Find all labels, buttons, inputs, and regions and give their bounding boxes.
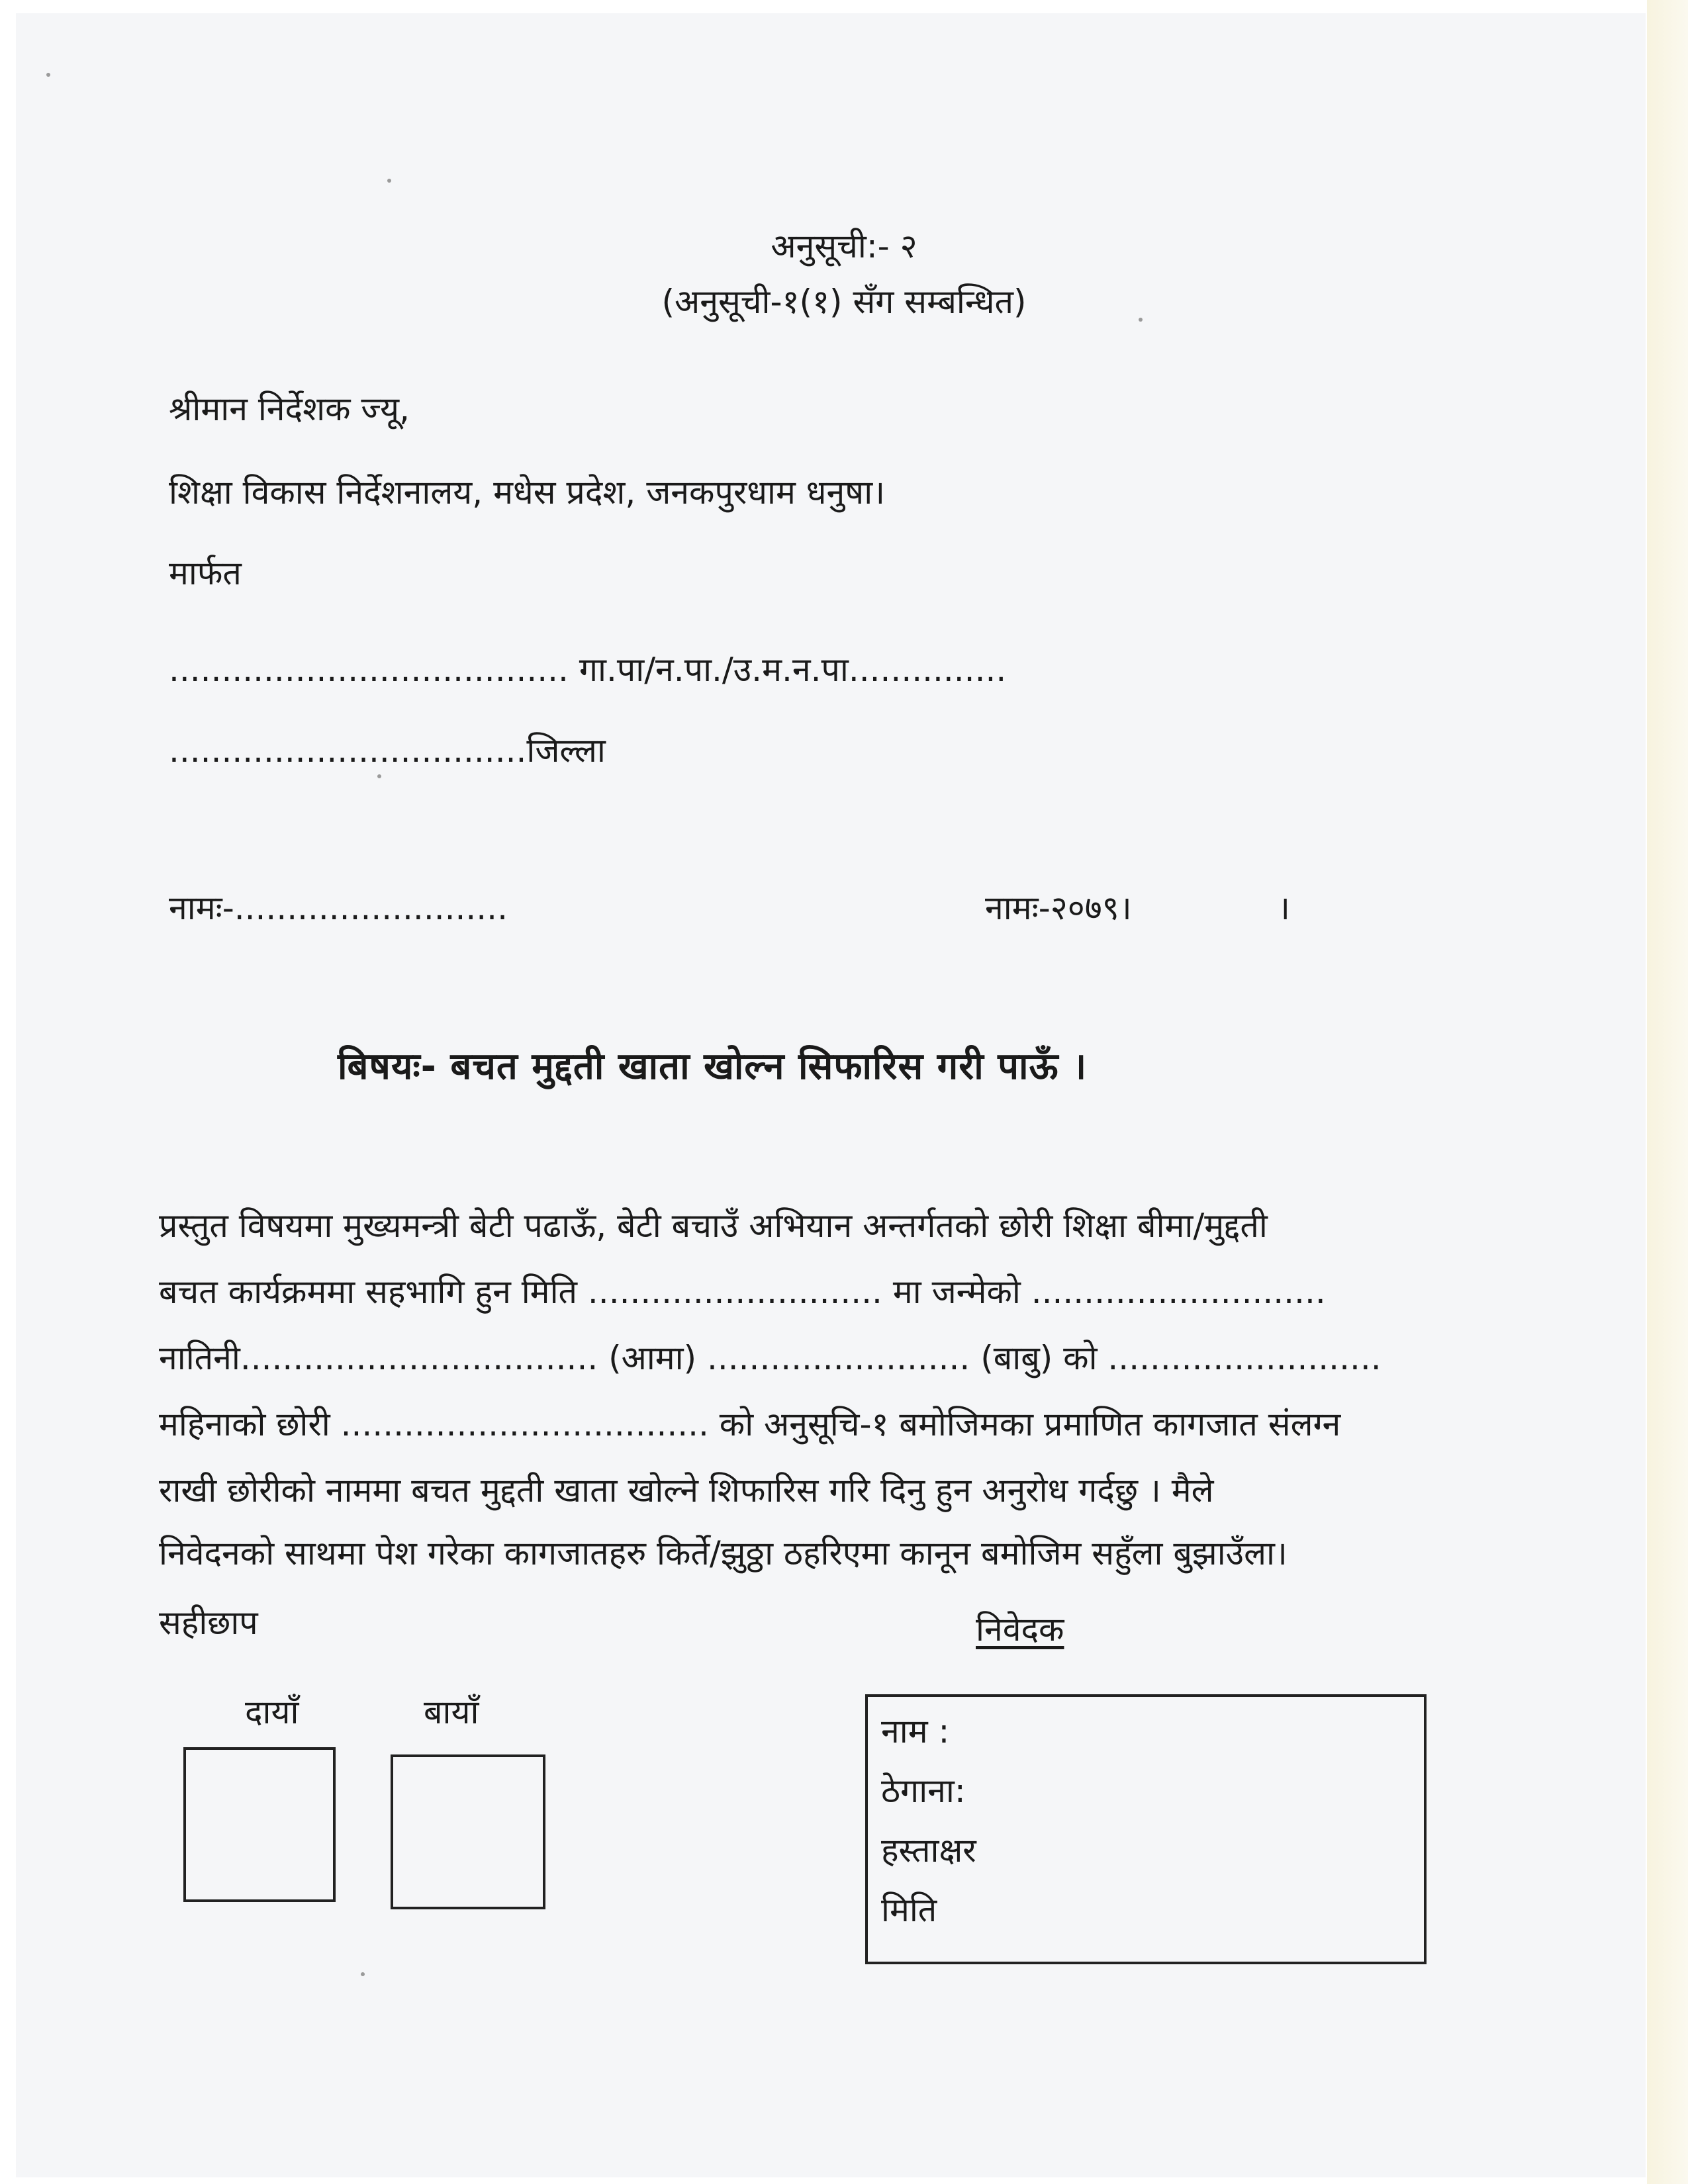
scan-speck [361,1972,365,1976]
applicant-signature-label: हस्ताक्षर [881,1831,976,1870]
applicant-date-label: मिति [881,1891,937,1929]
fingerprint-label: सहीछाप [159,1604,258,1642]
subject-heading: बिषयः- बचत मुद्दती खाता खोल्न सिफारिस गरी पाऊँ । [338,1045,1088,1088]
applicant-address-label: ठेगाना: [881,1772,966,1810]
body-line-5: राखी छोरीको नाममा बचत मुद्दती खाता खोल्ने शिफारिस गरि दिनु हुन अनुरोध गर्दछु । मैले [159,1471,1214,1510]
name-left: नामः-.......................... [169,889,508,927]
right-thumb-box [183,1747,336,1902]
schedule-title: अनुसूची:- २ [771,227,917,265]
scan-edge [1647,0,1688,2184]
scan-speck [387,179,391,183]
date-right-mark: । [1278,889,1290,927]
left-thumb-box [391,1754,545,1909]
applicant-box [865,1694,1427,1964]
body-line-6: निवेदनको साथमा पेश गरेका कागजातहरु किर्ते/झुठ्ठा ठहरिएमा कानून बमोजिम सहुँला बुझाउँला। [159,1534,1288,1572]
body-line-1: प्रस्तुत विषयमा मुख्यमन्त्री बेटी पढाऊँ, बेटी बचाउँ अभियान अन्तर्गतको छोरी शिक्षा बीमा/मुद्दती [159,1206,1268,1245]
date-right: नामः-२०७९। [985,889,1132,927]
left-thumb-label: बायाँ [424,1693,479,1731]
scan-speck [46,73,50,77]
applicant-name-label: नाम : [881,1712,950,1751]
scan-speck [377,774,381,778]
applicant-heading: निवेदक [976,1610,1064,1649]
body-line-4: महिनाको छोरी ................................... को अनुसूचि-१ बमोजिमका प्रमाणित कागजात संलग्न [159,1405,1341,1443]
district-line: ..................................जिल्ला [169,731,606,770]
salutation: श्रीमान निर्देशक ज्यू, [169,390,410,428]
body-line-2: बचत कार्यक्रममा सहभागि हुन मिति ............................ मा जन्मेको ............................ [159,1273,1326,1311]
schedule-relation: (अनुसूची-१(१) सँग सम्बन्धित) [661,283,1027,321]
body-line-3: नातिनी.................................. (आमा) ......................... (बाबु) को .......................... [159,1339,1382,1377]
municipality-line: ...................................... गा.पा/न.पा./उ.म.न.पा............... [169,651,1007,689]
right-thumb-label: दायाँ [245,1693,299,1731]
office-address: शिक्षा विकास निर्देशनालय, मधेस प्रदेश, जनकपुरधाम धनुषा। [169,473,886,512]
via-label: मार्फत [169,554,242,592]
